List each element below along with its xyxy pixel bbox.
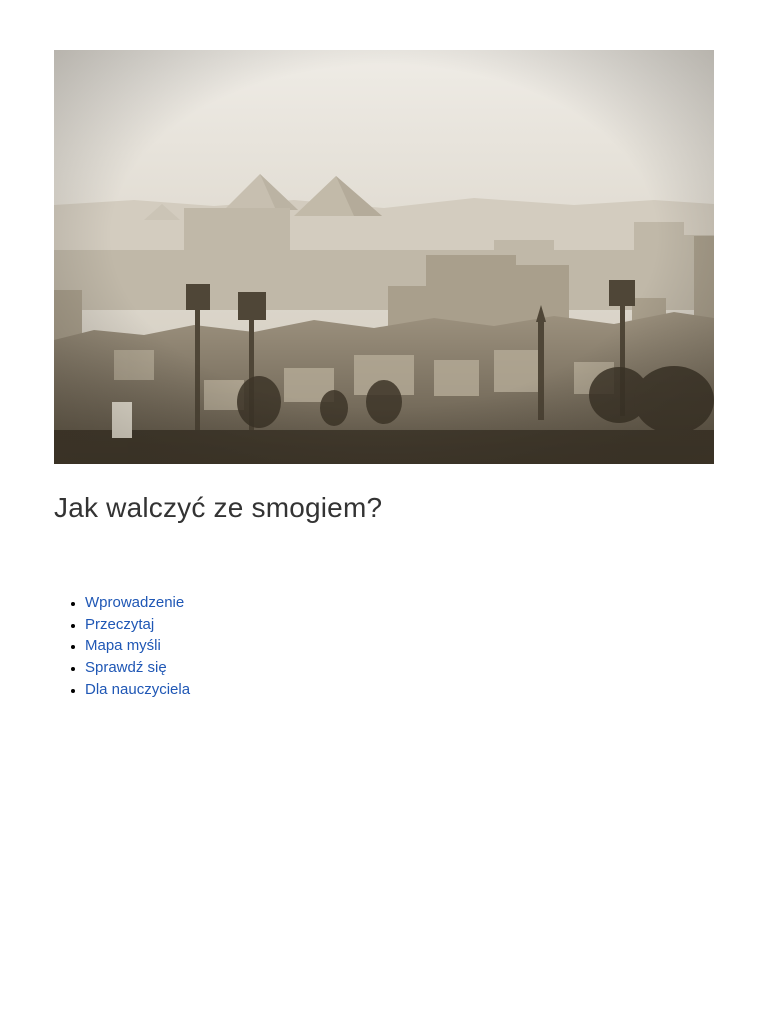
toc-link-sprawdz-sie[interactable]: Sprawdź się: [85, 659, 167, 677]
toc-link-przeczytaj[interactable]: Przeczytaj: [85, 615, 155, 633]
toc-item: [85, 614, 190, 636]
toc-item: [85, 635, 190, 657]
toc-item: [85, 679, 190, 701]
toc-link-mapa-mysli[interactable]: Mapa myśli: [85, 637, 161, 655]
hero-image: [54, 50, 714, 464]
smog-cityscape-illustration: [54, 50, 714, 464]
toc-link-dla-nauczyciela[interactable]: Dla nauczyciela: [85, 680, 191, 698]
toc-item: [85, 657, 190, 679]
toc-item: [85, 592, 190, 614]
table-of-contents: [54, 592, 190, 701]
page-title: Jak walczyć ze smogiem?: [54, 492, 383, 523]
toc-link-wprowadzenie[interactable]: Wprowadzenie: [85, 594, 185, 611]
